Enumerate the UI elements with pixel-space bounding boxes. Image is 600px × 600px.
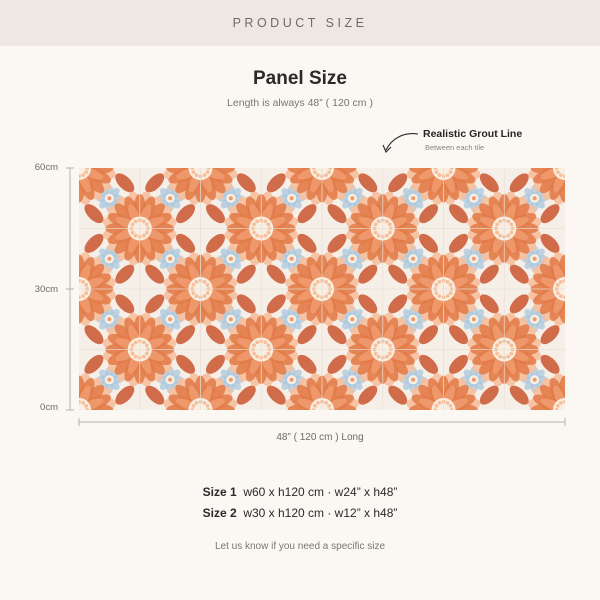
panel-title: Panel Size	[253, 68, 347, 89]
x-axis-caption: 48” ( 120 cm ) Long	[276, 432, 364, 443]
size-1-line	[0, 485, 600, 499]
size-2-line	[0, 506, 600, 520]
footer-note: Let us know if you need a specific size	[214, 541, 386, 552]
y-label-middle: 30cm	[34, 284, 58, 295]
size-2-name: Size 2	[202, 506, 237, 520]
size-1-spec: w60 x h120 cm · w24” x h48”	[243, 485, 398, 499]
grout-callout-title: Realistic Grout Line	[423, 128, 523, 140]
tile-pattern	[79, 168, 565, 410]
header-title: PRODUCT SIZE	[232, 16, 368, 30]
grout-callout-subtitle: Between each tile	[425, 143, 485, 152]
y-label-top: 60cm	[34, 162, 58, 173]
size-1-name: Size 1	[202, 485, 237, 499]
panel-subtitle: Length is always 48” ( 120 cm )	[227, 97, 373, 109]
size-2-spec: w30 x h120 cm · w12” x h48”	[243, 506, 398, 520]
y-label-bottom: 0cm	[40, 402, 58, 413]
tile-panel	[79, 168, 565, 410]
